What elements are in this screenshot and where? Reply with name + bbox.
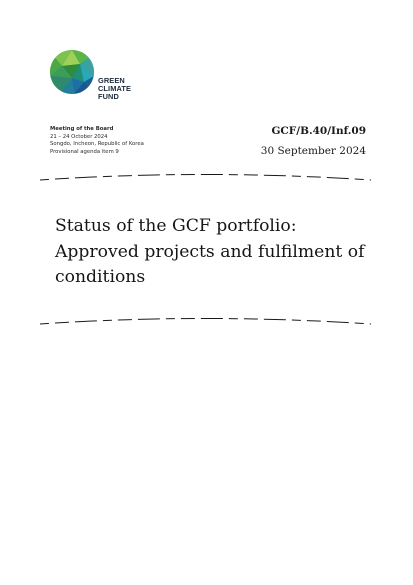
- title-line-1: Status of the GCF portfolio:: [55, 216, 297, 236]
- document-reference: [261, 124, 366, 158]
- logo-line-climate: CLIMATE: [98, 84, 131, 94]
- document-date: 30 September 2024: [260, 145, 366, 157]
- meeting-info: [50, 126, 144, 156]
- meeting-location: Songdo, Incheon, Republic of Korea: [50, 141, 144, 148]
- meeting-agenda: Provisional agenda item 9: [50, 148, 119, 155]
- title-line-2: Approved projects and fulfilment of: [55, 241, 365, 262]
- bottom-divider: [38, 314, 373, 326]
- gcf-globe-logo-icon: [48, 48, 96, 96]
- document-code: GCF/B.40/Inf.09: [271, 125, 366, 137]
- top-divider: [38, 170, 373, 182]
- logo-wordmark: [98, 77, 131, 102]
- meeting-dates: 21 – 24 October 2024: [50, 133, 108, 140]
- logo-line-green: GREEN: [98, 76, 125, 85]
- title-line-3: conditions: [55, 267, 146, 287]
- logo-line-fund: FUND: [98, 92, 119, 102]
- meeting-heading: Meeting of the Board: [50, 126, 114, 132]
- document-title: [55, 214, 375, 291]
